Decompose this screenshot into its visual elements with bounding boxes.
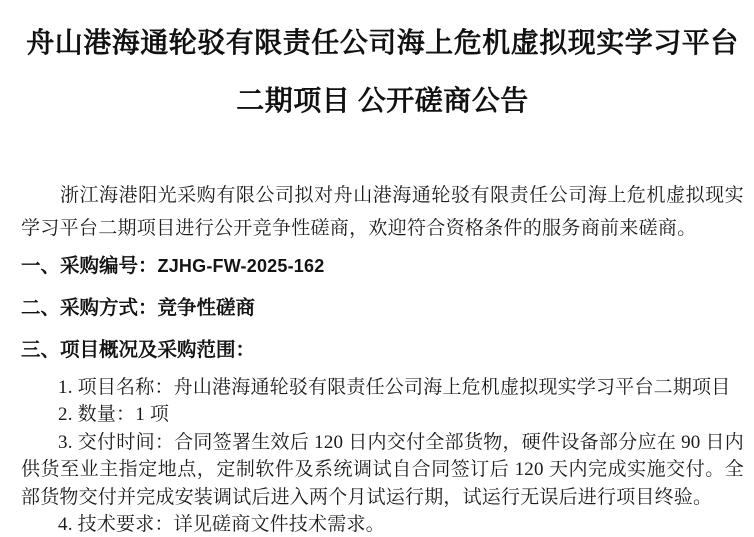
list-item-project-name: 1. 项目名称：舟山港海通轮驳有限责任公司海上危机虚拟现实学习平台二期项目 [58, 377, 731, 398]
list-item-quantity: 2. 数量：1 项 [58, 404, 170, 426]
list-item-delivery-time: 3. 交付时间：合同签署生效后 120 日内交付全部货物，硬件设备部分应在 90 日内供货至业主指定地点，定制软件及系统调试自合同签订后 120 天内完成实施交付。全部货物交付并完成安装调试后进入两个月试运行期，试运行无误后进行项目终验。 [21, 431, 744, 508]
document-title-line-2: 二期项目 公开磋商公告 [236, 86, 529, 117]
project-overview-list [21, 374, 744, 537]
section-heading-procurement-number [21, 253, 744, 280]
document-title-line-1: 舟山港海通轮驳有限责任公司海上危机虚拟现实学习平台 [26, 28, 739, 59]
list-item-technical-requirements: 4. 技术要求：详见磋商文件技术需求。 [58, 514, 385, 536]
document-title [21, 0, 744, 131]
section-procurement-number-label: 一、采购编号： [21, 256, 158, 277]
section-heading-project-overview: 三、项目概况及采购范围： [21, 340, 256, 361]
section-heading-procurement-method: 二、采购方式：竞争性磋商 [21, 298, 256, 319]
procurement-number-value: ZJHG-FW-2025-162 [157, 256, 325, 276]
intro-paragraph: 浙江海港阳光采购有限公司拟对舟山港海通轮驳有限责任公司海上危机虚拟现实学习平台二期项目进行公开竞争性磋商，欢迎符合资格条件的服务商前来磋商。 [21, 185, 744, 239]
